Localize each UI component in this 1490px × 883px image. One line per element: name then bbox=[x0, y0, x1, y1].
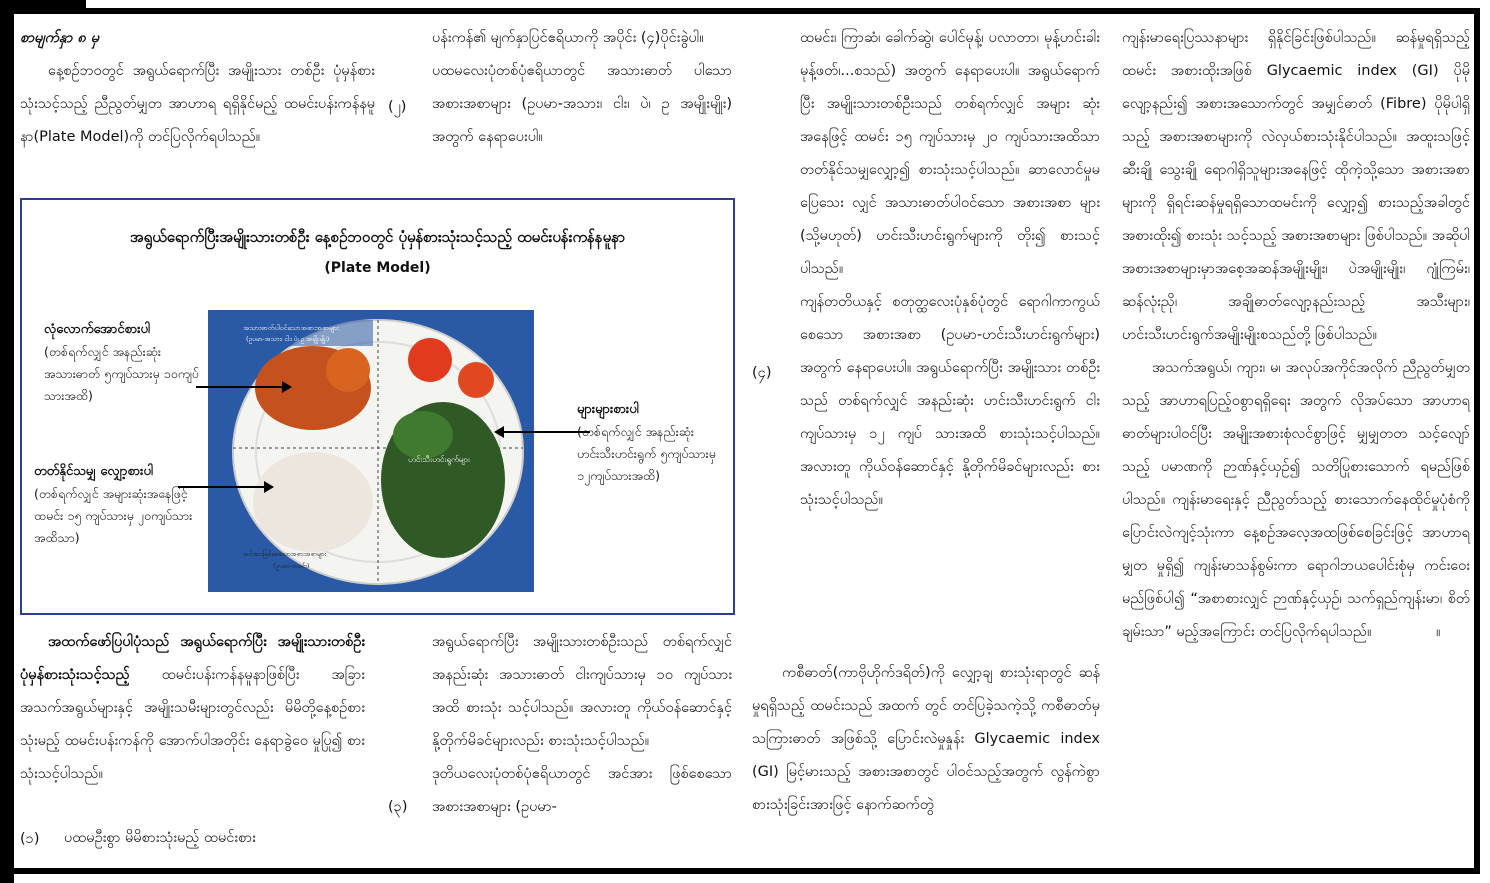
paragraph-bold-lead: အထက်ဖော်ပြပါပုံသည် အရွယ်ရောက်ပြီး အမျိုးသားတစ်ဦး ပုံမှန်စားသုံးသင့်သည့် bbox=[20, 634, 365, 683]
column-1-bottom bbox=[20, 626, 365, 791]
paragraph: ပန်းကန်၏ မျက်နှာပြင်ဧရိယာကို အပိုင်း (၄)ပိုင်းခွဲပါ။ bbox=[432, 30, 704, 46]
item-number: (၃) bbox=[388, 799, 408, 815]
carb-label-desc: (တစ်ရက်လျှင် အများဆုံးအနေဖြင့် ထမင်း ၁၅ ကျပ်သားမှ ၂၀ကျပ်သား အထိသာ) bbox=[34, 486, 193, 545]
arrow-protein bbox=[194, 380, 294, 394]
plate-veg-caption: ဟင်းသီးဟင်းရွက်များ bbox=[408, 455, 470, 464]
vegetables bbox=[393, 411, 453, 459]
paragraph: ပထမလေးပုံတစ်ပုံဧရိယာတွင် အသားဓာတ် ပါသောအစားအစာများ (ဥပမာ-အသား၊ ငါး၊ ပဲ၊ ဥ အမျိုးမျိုး) အတွက် နေရာပေးပါ။ bbox=[432, 63, 732, 145]
paragraph bbox=[1122, 352, 1470, 649]
paragraph-text: အသက်အရွယ်၊ ကျား၊ မ၊ အလုပ်အကိုင်အလိုက် ညီညွတ်မျှတသည့် အာဟာရပြည့်ဝစွာရရှိရေး အတွက် လိုအပ်သော အာဟာရဓာတ်များပါဝင်ပြီး အမျိုးအစားစုံလင်စွာဖြင့် မျှမျှတတ သင့်လျော်သည့် ပမာဏကို ဉာဏ်နှင့်ယှဉ်၍ သတိပြုစားသောက် ရမည်ဖြစ်ပါသည်။ ကျန်းမာရေးနှင့် ညီညွတ်သည့် စားသောက်နေထိုင်မှုပုံစံကို ပြောင်းလဲကျင့်သုံးကာ နေ့စဉ်အလေ့အထဖြစ်စေခြင်းဖြင့် အာဟာရမျှတ မှုရှိ၍ ကျန်းမာသန်စွမ်းကာ ရောဂါဘယပေါင်းစုံမှ ကင်းဝေးမည်ဖြစ်ပါ၍ “အစာစားလျှင် ဉာဏ်နှင့်ယှဉ်၊ သက်ရှည်ကျန်းမာ၊ စိတ်ချမ်းသာ” မည့်အကြောင်း တင်ပြလိုက်ရပါသည်။ bbox=[1122, 360, 1470, 640]
plate-bottom-caption: အင်အားဖြစ်စေသောအစားအစာများ bbox=[243, 550, 327, 558]
paragraph: အရွယ်ရောက်ပြီး အမျိုးသားတစ်ဦးသည် တစ်ရက်လျှင် အနည်းဆုံး အသားဓာတ် ငါးကျပ်သားမှ ၁၀ ကျပ်သားအထိ စားသုံး သင့်ပါသည်။ အလားတူ ကိုယ်ဝန်ဆောင်နှင့် နို့တိုက်မိခင်များလည်း စားသုံးသင့်ပါသည်။ bbox=[432, 634, 732, 749]
corner-tab bbox=[0, 0, 86, 12]
column-1-top bbox=[20, 22, 375, 154]
rice bbox=[253, 452, 373, 552]
plate-top-caption: အသားဓာတ်ပါဝင်သောအစားအစာများ bbox=[243, 324, 339, 332]
plate-bottom-caption-sub: (ဥပမာ-ထမင်း) bbox=[273, 562, 310, 570]
paragraph: ဒုတိယလေးပုံတစ်ပုံဧရိယာတွင် အင်အား ဖြစ်စေသော အစားအစာများ (ဥပမာ- bbox=[432, 766, 732, 815]
list-item bbox=[64, 822, 364, 855]
figure-subtitle: (Plate Model) bbox=[324, 260, 431, 276]
plate-model-figure bbox=[20, 198, 735, 615]
paragraph: ထမင်း၊ ကြာဆံ၊ ခေါက်ဆွဲ၊ ပေါင်မုန့်၊ ပလာတာ၊ မုန့်ဟင်းခါးမုန့်ဖတ်၊...စသည်) အတွက် နေရာပေးပါ။ အရွယ်ရောက်ပြီး အမျိုးသားတစ်ဦးသည် တစ်ရက်လျှင် အများ ဆုံးအနေဖြင့် ထမင်း ၁၅ ကျပ်သားမှ ၂၀ ကျပ်သားအထိသာ တတ်နိုင်သမျှလျှော့၍ စားသုံးသင့်ပါသည်။ ဆာလောင်မှုမပြေသေး လျှင် အသားဓာတ်ပါဝင်သော အစားအစာ များ (သို့မဟုတ်) ဟင်းသီးဟင်းရွက်များကို တိုး၍ စားသင့်ပါသည်။ bbox=[800, 30, 1100, 277]
paragraph-rest: ထမင်းပန်းကန်နမူနာဖြစ်ပြီး အခြားအသက်အရွယ်များနှင့် အမျိုးသမီးများတွင်လည်း မိမိတို့နေ့စဉ်စားသုံးမည့် ထမင်းပန်းကန်ကို အောက်ပါအတိုင်း နေရာခွဲဝေ မှုပြု၍ စားသုံးသင့်ပါသည်။ bbox=[20, 667, 365, 782]
protein-label-desc: (တစ်ရက်လျှင် အနည်းဆုံး အသားဓာတ် ၅ကျပ်သားမှ ၁၀ကျပ်သားအထိ) bbox=[44, 344, 199, 403]
tomato-slice bbox=[408, 338, 452, 382]
end-mark: ။ bbox=[1436, 624, 1441, 640]
arrow-carb bbox=[176, 480, 276, 494]
protein-food-piece bbox=[326, 348, 370, 392]
paragraph: ကစီဓာတ်(ကာဗိုဟိုက်ဒရိတ်)ကို လျှော့ချ စားသုံးရာတွင် ဆန်မှုရရှိသည့် ထမင်းသည် အထက် တွင် တင်ပြခဲ့သကဲ့သို့ ကစီဓာတ်မှ သကြားဓာတ် အဖြစ်သို့ ပြောင်းလဲမှုနှုန်း Glycaemic index (GI) မြင့်မားသည့် အစားအစာတွင် ပါဝင်သည့်အတွက် လွန်ကဲစွာ စားသုံးခြင်းအားဖြင့် နောက်ဆက်တွဲ bbox=[752, 665, 1100, 813]
column-4 bbox=[1122, 22, 1470, 649]
tomato-slice bbox=[458, 362, 494, 398]
item-number: (၁) bbox=[20, 831, 40, 847]
protein-label-title: လုံလောက်အောင်စားပါ bbox=[44, 322, 151, 337]
arrow-vegetables bbox=[492, 425, 592, 439]
column-3-continued bbox=[752, 657, 1100, 822]
plate-top-caption-sub: (ဥပမာ-အသား၊ ငါး၊ ပဲ၊ ဥ အမျိုးမျိုး) bbox=[246, 335, 330, 343]
column-3 bbox=[800, 22, 1100, 517]
figure-title: အရွယ်ရောက်ပြီးအမျိုးသားတစ်ဦး နေ့စဉ်ဘဝတွင် ပုံမှန်စားသုံးသင့်သည့် ထမင်းပန်းကန်နမူနာ bbox=[129, 228, 626, 246]
item-number: (၄) bbox=[752, 365, 772, 381]
paragraph: ကျန်တတိယနှင့် စတုတ္ထလေးပုံနှစ်ပုံတွင် ရောဂါကာကွယ်စေသော အစားအစာ (ဥပမာ-ဟင်းသီးဟင်းရွက်များ) အတွက် နေရာပေးပါ။ အရွယ်ရောက်ပြီး အမျိုးသား တစ်ဦးသည် တစ်ရက်လျှင် အနည်းဆုံး ဟင်းသီးဟင်းရွက် ငါးကျပ်သားမှ ၁၂ ကျပ် သားအထိ စားသုံးသင့်ပါသည်။ အလားတူ ကိုယ်ဝန်ဆောင်နှင့် နို့တိုက်မိခင်များလည်း စားသုံးသင့်ပါသည်။ bbox=[800, 294, 1100, 508]
column-2-top bbox=[432, 22, 732, 154]
paragraph: ပထမဦးစွာ မိမိစားသုံးမည့် ထမင်းစား bbox=[64, 830, 256, 846]
vegetable-label bbox=[577, 398, 722, 487]
item-number: (၂) bbox=[388, 99, 407, 115]
paragraph: နေ့စဉ်ဘဝတွင် အရွယ်ရောက်ပြီး အမျိုးသား တစ်ဦး ပုံမှန်စားသုံးသင့်သည့် ညီညွတ်မျှတ အာဟာရ ရရှိနိုင်မည့် ထမင်းပန်းကန်နမူနာ(Plate Model)ကို တင်ပြလိုက်ရပါသည်။ bbox=[20, 63, 375, 145]
section-heading: စာမျက်နှာ ၈ မှ bbox=[20, 30, 99, 46]
paragraph: ကျန်းမာရေးပြဿနာများ ရှိနိုင်ခြင်းဖြစ်ပါသည်။ ဆန်မှုရရှိသည့်ထမင်း အစားထိုးအဖြစ် Glycaemic index (GI) ပိုမိုလျော့နည်း၍ အစားအသောက်တွင် အမျှင်ဓာတ် (Fibre) ပိုမိုပါရှိသည့် အစားအစာများကို လဲလှယ်စားသုံးနိုင်ပါသည်။ အထူးသဖြင့် ဆီးချို သွေးချို ရောဂါရှိသူများအနေဖြင့် ထိုကဲ့သို့သော အစားအစာများကို ရှိရင်းဆန်မှုရရှိသောထမင်းကို လျှော့၍ စားသည့်အခါတွင် အစားထိုး၍ စားသုံး သင့်သည့် အစားအစာများ ဖြစ်ပါသည်။ အဆိုပါ အစားအစာများမှာအစေ့အဆန်အမျိုးမျိုး၊ ပဲအမျိုးမျိုး၊ ဂျုံကြမ်း၊ ဆန်လုံးညို၊ အချိုဓာတ်လျော့နည်းသည့် အသီးများ၊ ဟင်းသီးဟင်းရွက်အမျိုးမျိုးစသည်တို့ ဖြစ်ပါသည်။ bbox=[1122, 30, 1470, 343]
protein-label bbox=[44, 318, 204, 407]
vegetable-label-desc: (တစ်ရက်လျှင် အနည်းဆုံး ဟင်းသီးဟင်းရွက် ၅ကျပ်သားမှ ၁၂ကျပ်သားအထိ) bbox=[577, 424, 716, 483]
plate-illustration bbox=[208, 310, 534, 592]
carb-label-title: တတ်နိုင်သမျှ လျှော့စားပါ bbox=[34, 464, 154, 479]
paragraph bbox=[20, 626, 365, 791]
vegetable-label-title: များများစားပါ bbox=[577, 402, 639, 417]
column-2-bottom bbox=[432, 626, 732, 824]
carb-label bbox=[34, 460, 199, 549]
